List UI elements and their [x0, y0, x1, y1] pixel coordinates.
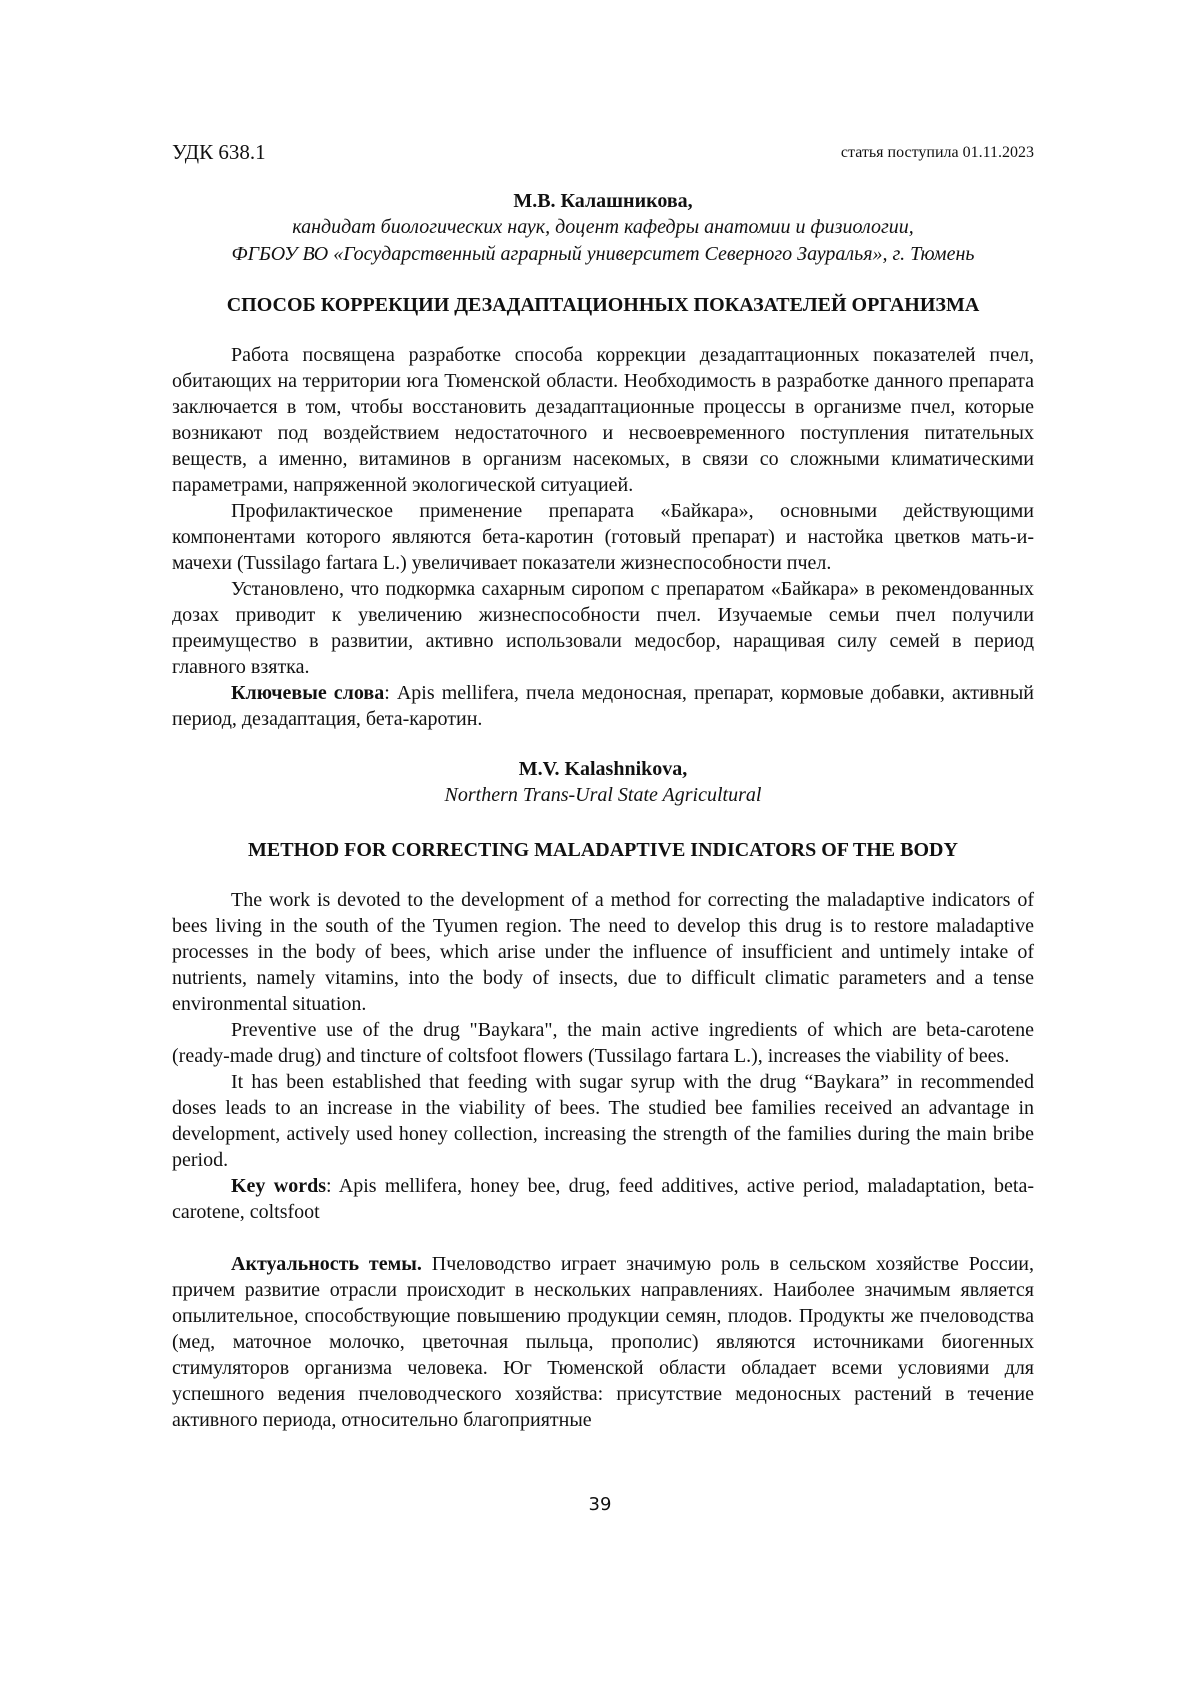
page-number: 39: [588, 1494, 612, 1515]
affiliation-ru-line2: ФГБОУ ВО «Государственный аграрный университет Северного Зауралья», г. Тюмень: [231, 243, 975, 265]
keywords-en-text: : Apis mellifera, honey bee, drug, feed additives, active period, maladaptation, beta-carotene, coltsfoot: [172, 1175, 1034, 1223]
abstract-ru-paragraph: Работа посвящена разработке способа коррекции дезадаптационных показателей пчел, обитающих на территории юга Тюменской области. Необходимость в разработке данного препарата заключается в том, чтобы восстановить дезадаптационные процессы в организме пчел, которые возникают под воздействием недостаточного и несвоевременного поступления питательных веществ, а именно, витаминов в организм насекомых, в связи со сложными климатическими параметрами, напряженной экологической ситуацией.: [172, 344, 1034, 496]
author-ru: М.В. Калашникова,: [513, 190, 693, 212]
keywords-ru: [172, 680, 1034, 732]
introduction-label: Актуальность темы.: [231, 1253, 422, 1275]
affiliation-ru-line1: кандидат биологических наук, доцент кафедры анатомии и физиологии,: [292, 216, 914, 238]
introduction-text: Пчеловодство играет значимую роль в сельском хозяйстве России, причем развитие отрасли происходит в нескольких направлениях. Наиболее значимым является опылительное, способствующие повышению продукции семян, плодов. Продукты же пчеловодства (мед, маточное молочко, цветочная пыльца, прополис) являются источниками биогенных стимуляторов организма человека. Юг Тюменской области обладает всеми условиями для успешного ведения пчеловодческого хозяйства: присутствие медоносных растений в течение активного периода, относительно благоприятные: [172, 1253, 1034, 1431]
abstract-en-paragraph: It has been established that feeding with sugar syrup with the drug “Baykara” in recommended doses leads to an increase in the viability of bees. The studied bee families received an advantage in development, actively used honey collection, increasing the strength of the families during the main bribe period.: [172, 1071, 1034, 1171]
abstract-en-paragraph: Preventive use of the drug "Baykara", the main active ingredients of which are beta-carotene (ready-made drug) and tincture of coltsfoot flowers (Tussilago fartara L.), increases the viability of bees.: [172, 1019, 1034, 1067]
article-page: [172, 140, 1034, 1433]
author-en-name: M.V. Kalashnikova: [518, 758, 683, 780]
udk-code: УДК 638.1: [172, 140, 266, 164]
abstract-ru-paragraph: Профилактическое применение препарата «Байкара», основными действующими компонентами которого являются бета-каротин (готовый препарат) и настойка цветков мать-и-мачехи (Tussilago fartara L.) увеличивает показатели жизнеспособности пчел.: [172, 500, 1034, 574]
introduction-paragraph: [172, 1251, 1034, 1433]
received-date: статья поступила 01.11.2023: [840, 144, 1034, 161]
header-row: [172, 140, 1034, 170]
abstract-en-paragraph: The work is devoted to the development of a method for correcting the maladaptive indicators of bees living in the south of the Tyumen region. The need to develop this drug is to restore maladaptive processes in the body of bees, which arise under the influence of insufficient and untimely intake of nutrients, namely vitamins, into the body of insects, due to difficult climatic parameters and a tense environmental situation.: [172, 889, 1034, 1015]
introduction-section: [172, 1251, 1034, 1433]
author-en: M.V. Kalashnikova,: [518, 758, 688, 780]
keywords-ru-text: : Apis mellifera, пчела медоносная, препарат, кормовые добавки, активный период, дезадаптация, бета-каротин.: [172, 682, 1035, 730]
keywords-en-label: Key words: [231, 1175, 326, 1197]
article-title-ru: СПОСОБ КОРРЕКЦИИ ДЕЗАДАПТАЦИОННЫХ ПОКАЗАТЕЛЕЙ ОРГАНИЗМА: [226, 294, 980, 316]
article-title-en: METHOD FOR CORRECTING MALADAPTIVE INDICATORS OF THE BODY: [248, 839, 958, 861]
abstract-ru: [172, 342, 1034, 732]
affiliation-en: Northern Trans-Ural State Agricultural: [444, 784, 762, 806]
author-ru-name: М.В. Калашникова: [513, 190, 688, 212]
keywords-en: [172, 1173, 1034, 1225]
keywords-ru-label: Ключевые слова: [231, 682, 385, 704]
abstract-en: [172, 887, 1034, 1225]
abstract-ru-paragraph: Установлено, что подкормка сахарным сиропом с препаратом «Байкара» в рекомендованных дозах приводит к увеличению жизнеспособности пчел. Изучаемые семьи пчел получили преимущество в развитии, активно использовали медосбор, наращивая силу семей в период главного взятка.: [172, 578, 1034, 678]
